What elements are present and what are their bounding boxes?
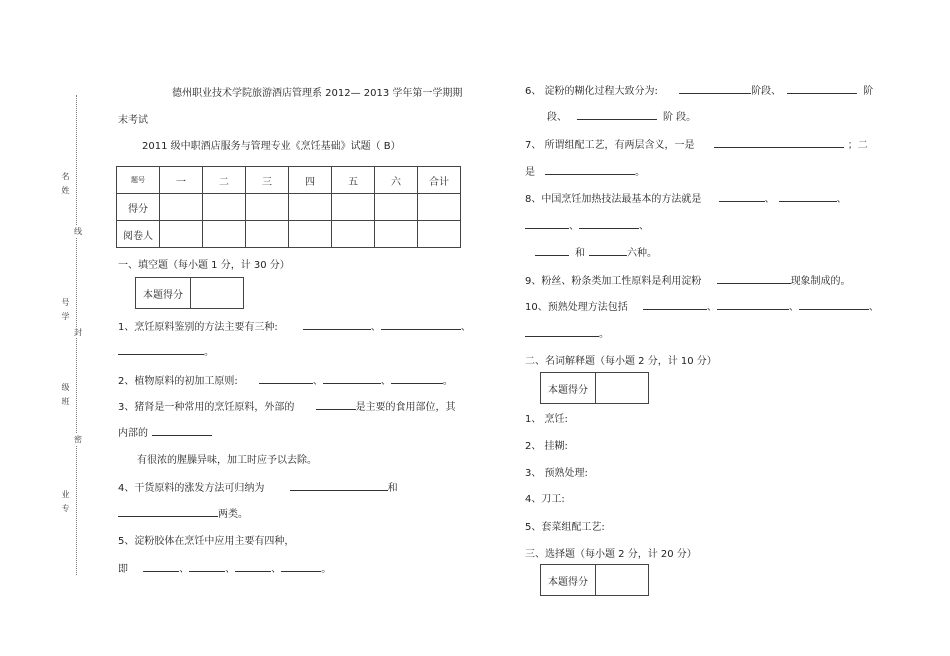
score-row-label: 得分 bbox=[117, 194, 160, 221]
score-col: 合计 bbox=[418, 167, 461, 194]
dense-label: 密 bbox=[74, 435, 82, 444]
score-table-header-label: 题号 bbox=[117, 167, 160, 194]
score-col: 四 bbox=[289, 167, 332, 194]
question-9: 9、粉丝、粉条类加工性原料是利用淀粉 现象制成的。 bbox=[525, 276, 851, 287]
question-3-end: 有很浓的腥臊异味，加工时应予以去除。 bbox=[137, 455, 317, 466]
question-8-cont: 、 、 bbox=[525, 217, 649, 232]
question-7: 7、 所谓组配工艺，有两层含义，一是 ；二 bbox=[525, 140, 868, 151]
score-col: 三 bbox=[246, 167, 289, 194]
term-item-4: 4、刀工: bbox=[525, 494, 565, 505]
question-5-cont: 即 、 、 、 。 bbox=[118, 564, 332, 575]
name-label: 名姓 bbox=[61, 172, 70, 200]
exam-header-line2: 末考试 bbox=[118, 115, 148, 126]
section2-score-label: 本题得分 bbox=[541, 373, 596, 403]
exam-header-line1: 德州职业技术学院旅游酒店管理系 2012— 2013 学年第一学期期 bbox=[172, 88, 463, 99]
class-label: 级班 bbox=[61, 383, 70, 411]
question-6-cont: 段、 阶 段。 bbox=[547, 112, 697, 123]
question-1-cont: 。 bbox=[118, 343, 214, 358]
grader-row-label: 阅卷人 bbox=[117, 221, 160, 248]
section1-score-label: 本题得分 bbox=[136, 278, 191, 308]
question-4-cont: 两类。 bbox=[118, 505, 248, 520]
section2-title: 二、名词解释题（每小题 2 分，计 10 分） bbox=[525, 356, 717, 367]
score-col: 一 bbox=[160, 167, 203, 194]
score-col: 六 bbox=[375, 167, 418, 194]
seal-label: 封 bbox=[74, 328, 82, 337]
section1-score-box bbox=[135, 277, 244, 309]
term-item-1: 1、 烹饪: bbox=[525, 414, 568, 425]
section3-score-box bbox=[540, 564, 649, 596]
section3-score-label: 本题得分 bbox=[541, 565, 596, 595]
student-id-label: 号学 bbox=[61, 298, 70, 326]
term-item-5: 5、套菜组配工艺: bbox=[525, 522, 605, 533]
question-3: 3、猪肾是一种常用的烹饪原料，外部的 是主要的食用部位，其 bbox=[118, 402, 456, 413]
question-8-end: 和 六种。 bbox=[535, 244, 657, 259]
question-5: 5、淀粉胶体在烹饪中应用主要有四种， bbox=[118, 536, 295, 547]
line-label: 线 bbox=[74, 227, 82, 236]
section2-score-box bbox=[540, 372, 649, 404]
score-col: 五 bbox=[332, 167, 375, 194]
question-6: 6、 淀粉的糊化过程大致分为: 阶段、 阶 bbox=[525, 86, 874, 97]
question-8: 8、中国烹饪加热技法最基本的方法就是 、 、 bbox=[525, 194, 847, 205]
score-col: 二 bbox=[203, 167, 246, 194]
question-10-cont: 。 bbox=[525, 325, 609, 340]
question-2: 2、植物原料的初加工原则: 、 、 。 bbox=[118, 376, 453, 387]
section3-title: 三、选择题（每小题 2 分，计 20 分） bbox=[525, 549, 697, 560]
question-3-cont: 内部的 bbox=[118, 424, 212, 439]
major-label: 业专 bbox=[61, 490, 70, 518]
question-7-cont: 是 。 bbox=[525, 167, 645, 178]
question-10: 10、预熟处理方法包括 、 、 、 bbox=[525, 302, 879, 313]
section1-title: 一、填空题（每小题 1 分，计 30 分） bbox=[118, 260, 290, 271]
question-1: 1、烹饪原料鉴别的方法主要有三种: 、 、 bbox=[118, 322, 471, 333]
term-item-2: 2、 挂糊: bbox=[525, 441, 568, 452]
exam-title: 2011 级中职酒店服务与管理专业《烹饪基础》试题（ B） bbox=[142, 141, 401, 152]
term-item-3: 3、 预熟处理: bbox=[525, 468, 588, 479]
question-4: 4、干货原料的涨发方法可归纳为 和 bbox=[118, 483, 398, 494]
score-table bbox=[116, 166, 461, 248]
